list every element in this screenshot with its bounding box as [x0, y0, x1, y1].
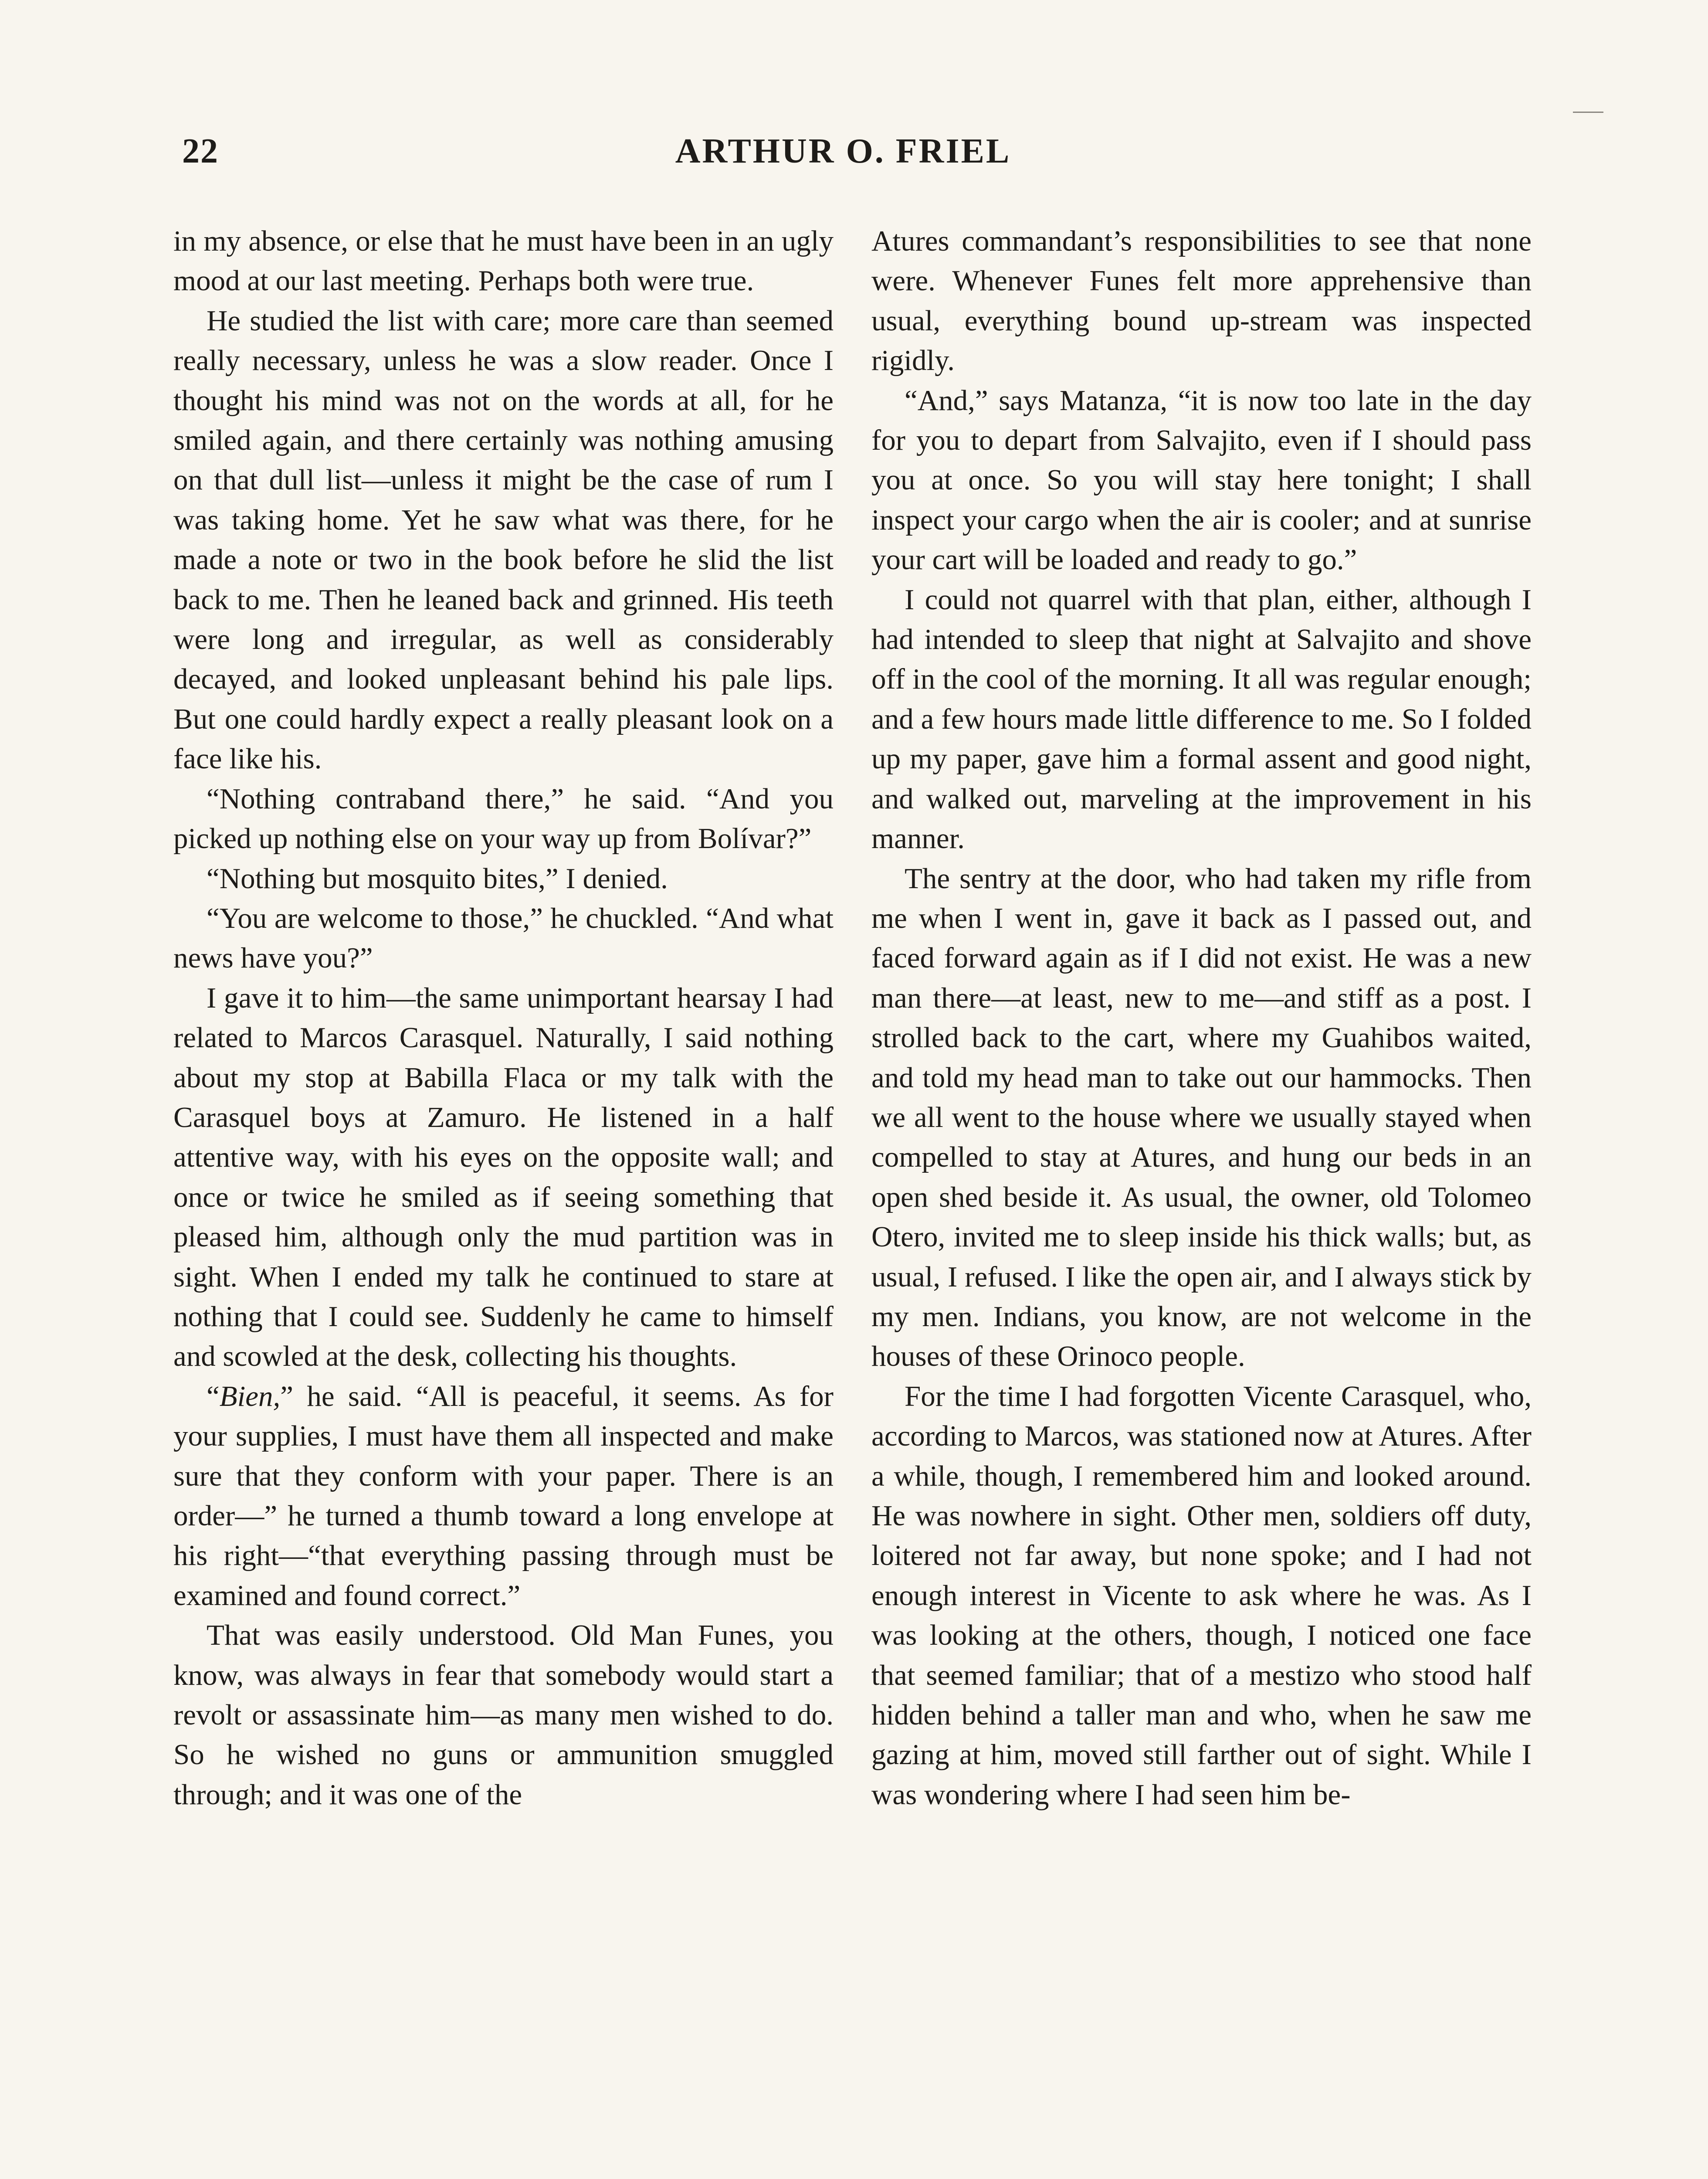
paragraph: “Bien,” he said. “All is peaceful, it seems. As for your supplies, I must have them all inspected and make sure that they conform with your paper. There is an order—” he turned a thumb toward a long envelope at his right—“that everything passing through must be examined and found correct.” — [173, 1380, 834, 1612]
page-number: 22 — [182, 132, 219, 170]
paragraph: “Nothing contraband there,” he said. “And you picked up nothing else on your way up from Bolívar?” — [173, 782, 834, 855]
paragraph: That was easily understood. Old Man Funes, you know, was always in fear that somebody would start a revolt or assassinate him—as many men wished to do. So he wished no guns or ammunition smuggled through; and it was one of the — [173, 1619, 834, 1811]
paragraph: in my absence, or else that he must have been in an ugly mood at our last meeting. Perhaps both were true. — [173, 225, 834, 297]
left-column — [173, 221, 834, 1815]
corner-mark — [1573, 112, 1603, 113]
paragraph: “Nothing but mosquito bites,” I denied. — [207, 862, 668, 895]
paragraph: The sentry at the door, who had taken my rifle from me when I went in, gave it back as I passed out, and faced forward again as if I did not exist. He was a new man there—at least, new to me—and stiff as a post. I strolled back to the cart, where my Guahibos waited, and told my head man to take out our hammocks. Then we all went to the house where we usually stayed when compelled to stay at Atures, and hung our beds in an open shed beside it. As usual, the owner, old Tolomeo Otero, invited me to sleep inside his thick walls; but, as usual, I refused. I like the open air, and I always stick by my men. Indians, you know, are not welcome in the houses of these Orinoco people. — [871, 862, 1532, 1373]
paragraph: For the time I had forgotten Vicente Carasquel, who, according to Marcos, was stationed now at Atures. After a while, though, I remembered him and looked around. He was nowhere in sight. Other men, soldiers off duty, loitered not far away, but none spoke; and I had not enough interest in Vicente to ask where he was. As I was looking at the others, though, I noticed one face that seemed familiar; that of a mestizo who stood half hidden behind a taller man and who, when he saw me gazing at him, moved still farther out of sight. While I was wondering where I had seen him be- — [871, 1380, 1532, 1811]
paragraph: Atures commandant’s responsibilities to see that none were. Whenever Funes felt more apprehensive than usual, everything bound up-stream was inspected rigidly. — [871, 225, 1532, 377]
paragraph: He studied the list with care; more care than seemed really necessary, unless he was a slow reader. Once I thought his mind was not on the words at all, for he smiled again, and there certainly was nothing amusing on that dull list—unless it might be the case of rum I was taking home. Yet he saw what was there, for he made a note or two in the book before he slid the list back to me. Then he leaned back and grinned. His teeth were long and irregular, as well as considerably decayed, and looked unpleasant behind his pale lips. But one could hardly expect a really pleasant look on a face like his. — [173, 304, 834, 775]
page-header — [170, 132, 1516, 180]
paragraph: “You are welcome to those,” he chuckled. “And what news have you?” — [173, 902, 834, 974]
running-head: ARTHUR O. FRIEL — [675, 132, 1011, 170]
paragraph: I gave it to him—the same unimportant hearsay I had related to Marcos Carasquel. Naturally, I said nothing about my stop at Babilla Flaca or my talk with the Carasquel boys at Zamuro. He listened in a half attentive way, with his eyes on the opposite wall; and once or twice he smiled as if seeing something that pleased him, although only the mud partition was in sight. When I ended my talk he continued to stare at nothing that I could see. Suddenly he came to himself and scowled at the desk, collecting his thoughts. — [173, 981, 834, 1373]
paragraph: I could not quarrel with that plan, either, although I had intended to sleep that night at Salvajito and shove off in the cool of the morning. It all was regular enough; and a few hours made little difference to me. So I folded up my paper, gave him a formal assent and good night, and walked out, marveling at the improvement in his manner. — [871, 583, 1532, 855]
paragraph: “And,” says Matanza, “it is now too late in the day for you to depart from Salvajito, even if I should pass you at once. So you will stay here tonight; I shall inspect your cargo when the air is cooler; and at sunrise your cart will be loaded and ready to go.” — [871, 384, 1532, 576]
paragraph-text: ” he said. “All is peaceful, it seems. As for your supplies, I must have them all inspected and make sure that they conform with your paper. There is an order—” he turned a thumb toward a long envelope at his right—“that everything passing through must be examined and found correct.” — [173, 1380, 834, 1612]
italic-word: Bien, — [219, 1380, 281, 1412]
right-column — [871, 221, 1532, 1815]
